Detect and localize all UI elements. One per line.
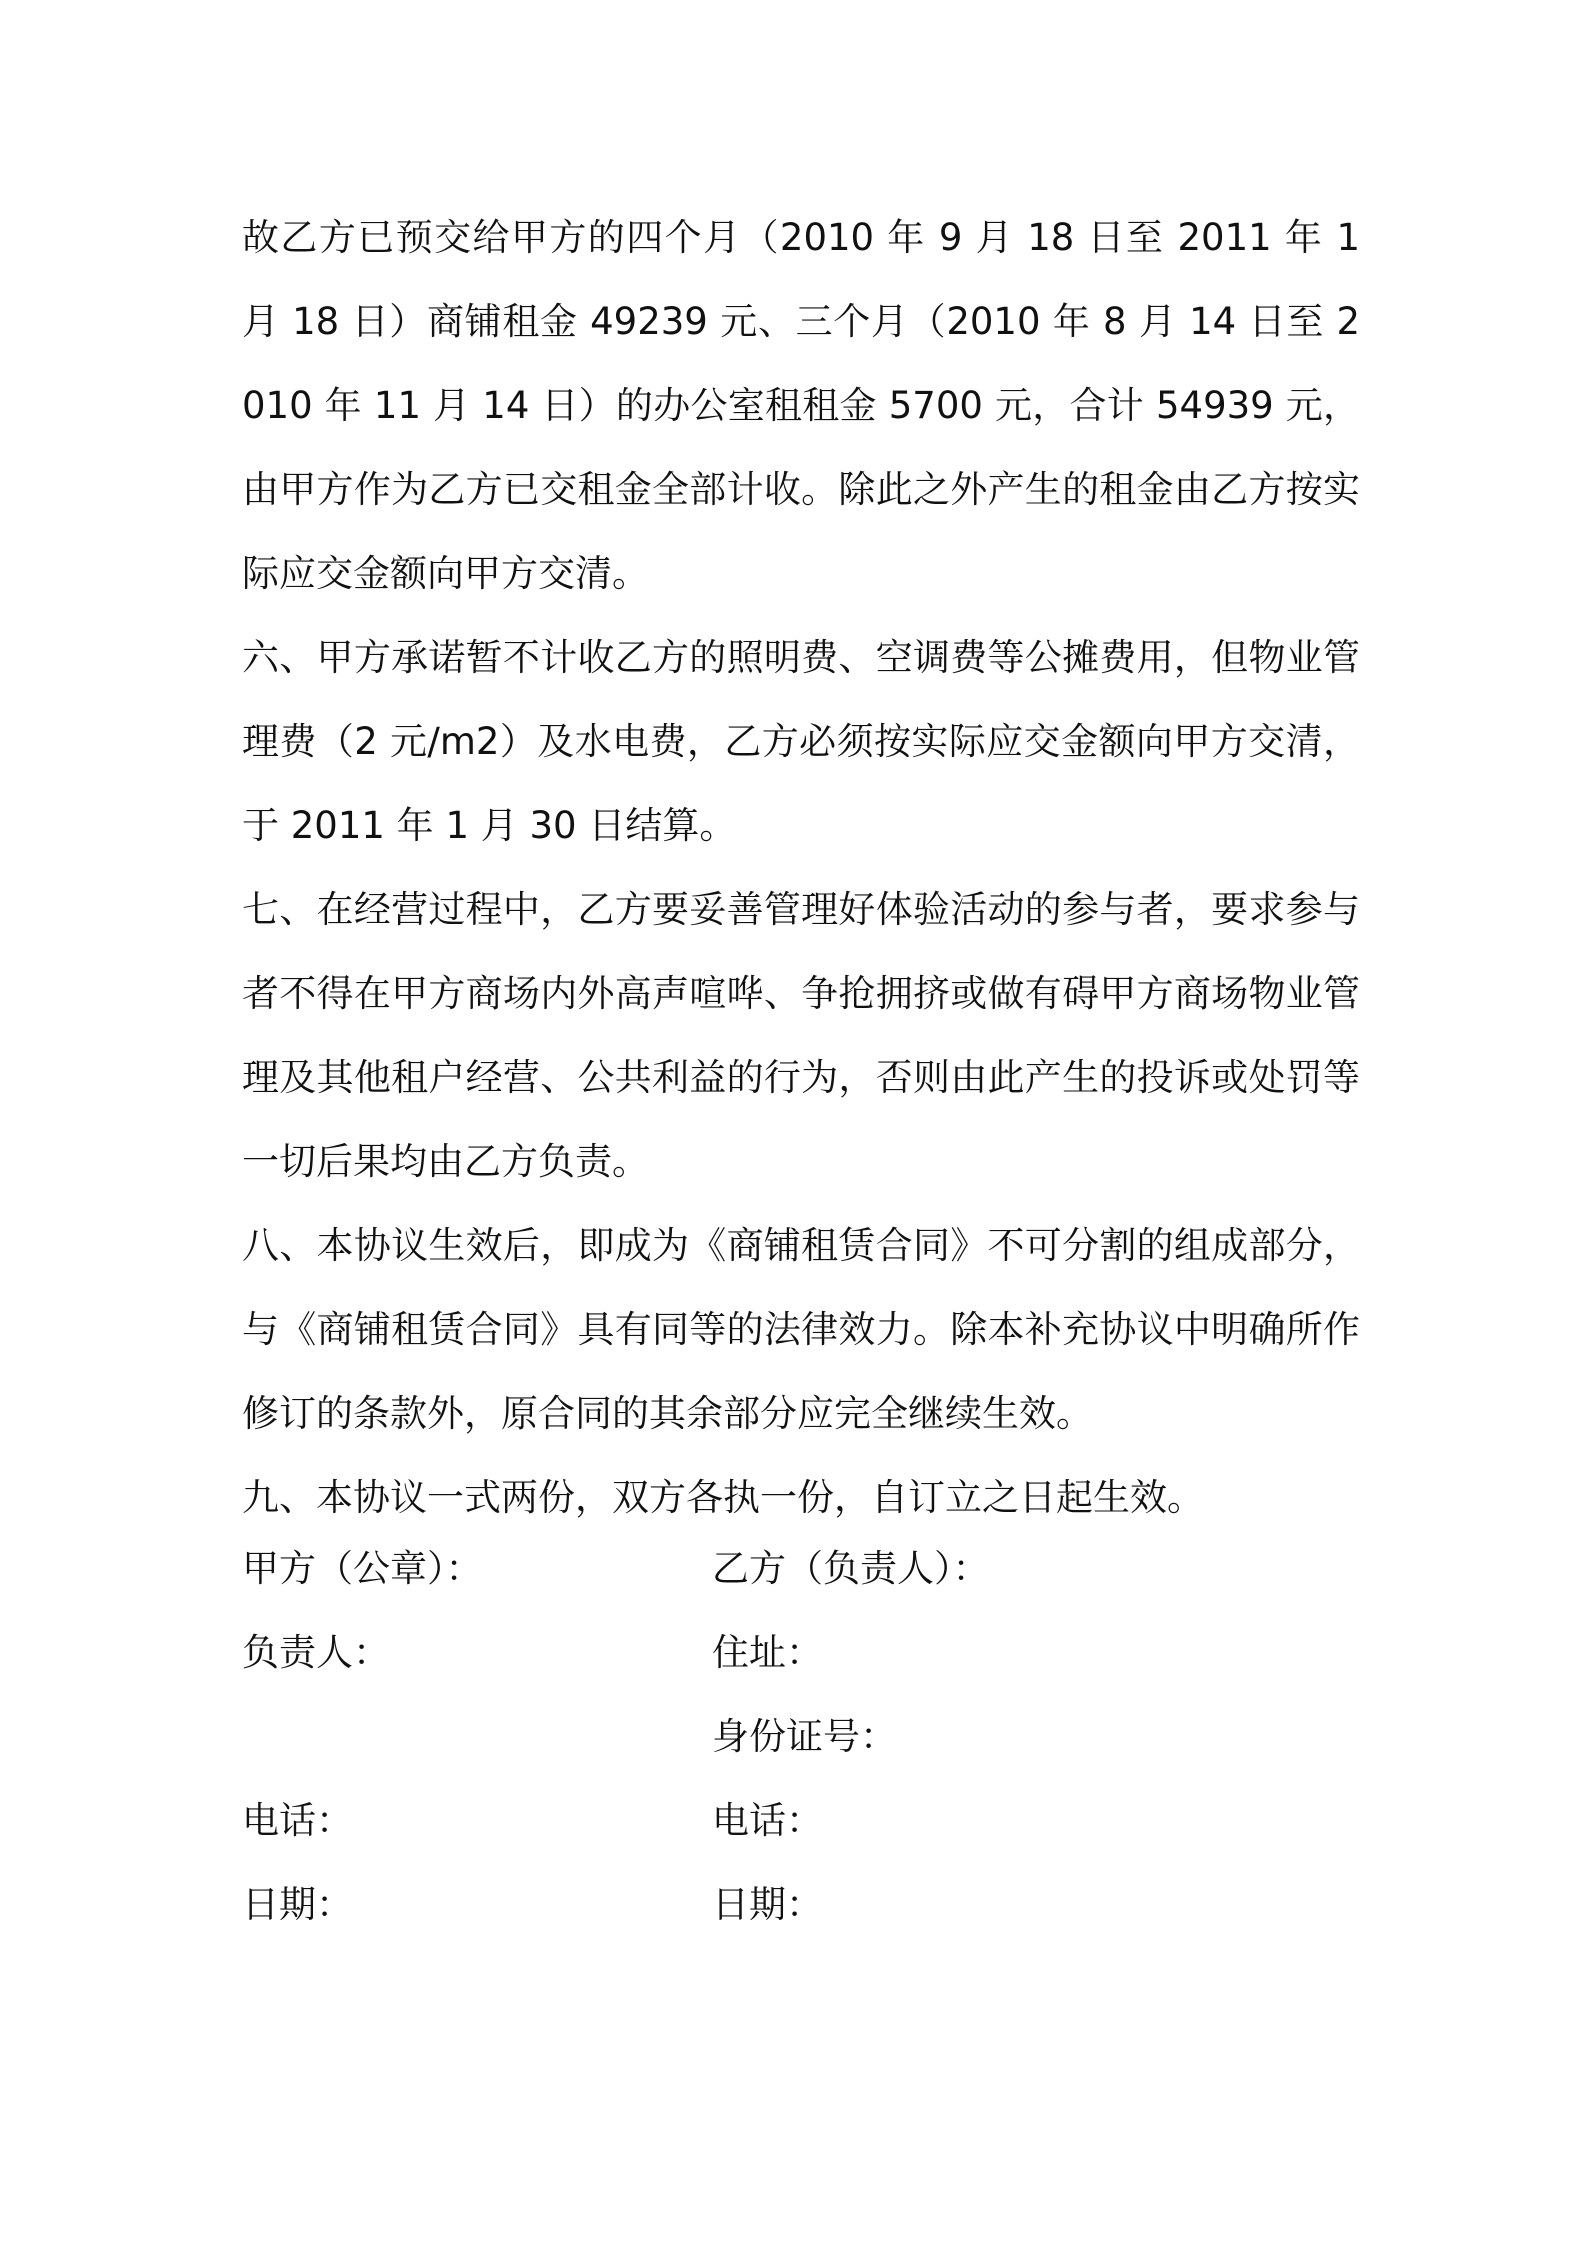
signature-row-phone [242,1779,1360,1863]
paragraph-rent-prepaid: 故乙方已预交给甲方的四个月（2010 年 9 月 18 日至 2011 年 1 月 18 日）商铺租金 49239 元、三个月（2010 年 8 月 14 日至 2010 年 11 月 14 日）的办公室租租金 5700 元，合计 54939 元，由甲方作为乙方已交租金全部计收。除此之外产生的租金由乙方按实际应交金额向甲方交清。 [242,216,1360,595]
paragraph-clause-9: 九、本协议一式两份，双方各执一份，自订立之日起生效。 [242,1476,1204,1519]
party-a-seal-label: 甲方（公章）： [242,1547,483,1590]
contract-body [242,196,1360,1540]
signature-row-id [242,1695,1360,1779]
signature-row-date [242,1863,1360,1947]
signature-block [242,1527,1360,1947]
paragraph-clause-8: 八、本协议生效后，即成为《商铺租赁合同》不可分割的组成部分，与《商铺租赁合同》具有同等的法律效力。除本补充协议中明确所作修订的条款外，原合同的其余部分应完全继续生效。 [242,1224,1360,1435]
signature-row-party [242,1527,1360,1611]
party-b-date-label: 日期： [712,1883,823,1926]
party-b-person-label: 乙方（负责人）： [712,1547,990,1590]
party-b-id-label: 身份证号： [712,1715,897,1758]
party-b-address-label: 住址： [712,1631,823,1674]
party-b-phone-label: 电话： [712,1799,823,1842]
party-a-person-label: 负责人： [242,1631,390,1674]
paragraph-clause-7: 七、在经营过程中，乙方要妥善管理好体验活动的参与者，要求参与者不得在甲方商场内外高声喧哗、争抢拥挤或做有碍甲方商场物业管理及其他租户经营、公共利益的行为，否则由此产生的投诉或处罚等一切后果均由乙方负责。 [242,888,1360,1183]
party-a-date-label: 日期： [242,1883,353,1926]
paragraph-clause-6: 六、甲方承诺暂不计收乙方的照明费、空调费等公摊费用，但物业管理费（2 元/m2）及水电费，乙方必须按实际应交金额向甲方交清，于 2011 年 1 月 30 日结算。 [242,636,1360,847]
party-a-phone-label: 电话： [242,1799,353,1842]
signature-row-person [242,1611,1360,1695]
